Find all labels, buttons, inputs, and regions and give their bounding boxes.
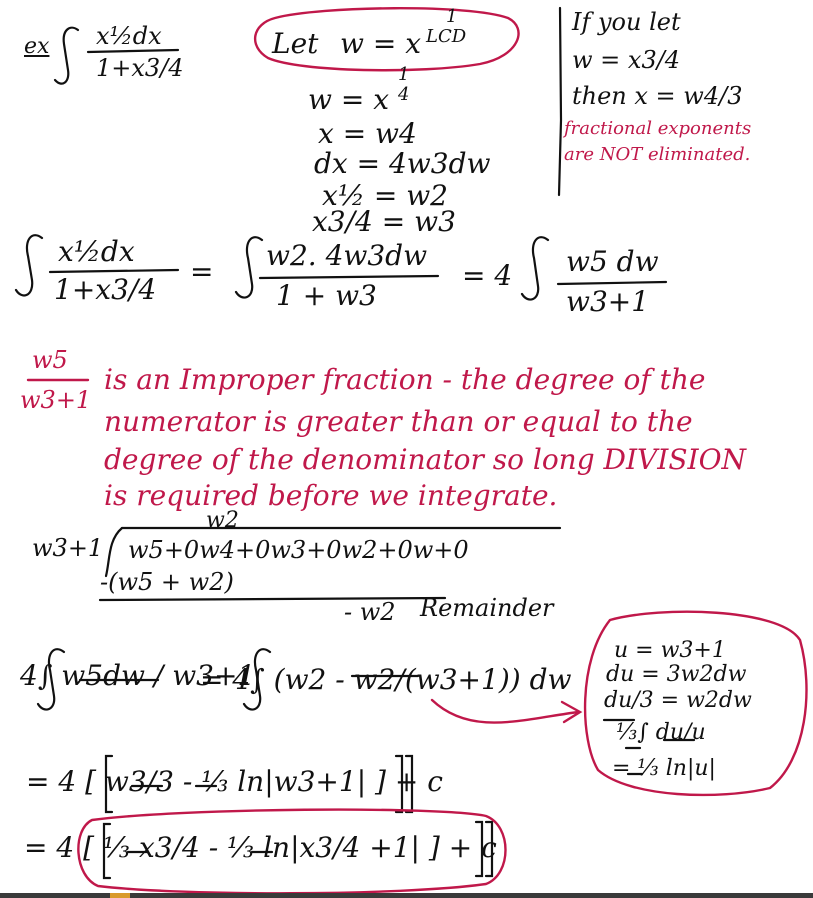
final-answer: = 4 [ ⅓ x3/4 - ⅓ ln|x3/4 +1| ] + c bbox=[24, 831, 497, 864]
usub-line1: u = w3+1 bbox=[614, 638, 726, 663]
integration-line1-lhs: 4∫ w5dw / w3+1 bbox=[20, 659, 256, 692]
explanation-line1: is an Improper fraction - the degree of the bbox=[104, 363, 706, 396]
side-note-warning-2: are NOT eliminated. bbox=[564, 144, 751, 165]
explanation-line2: numerator is greater than or equal to the bbox=[104, 405, 693, 438]
rewrite-rhs-denominator: w3+1 bbox=[566, 285, 650, 318]
step-w-equals: w = x bbox=[308, 83, 390, 116]
rewrite-equals-1: = bbox=[190, 255, 214, 288]
example-denominator: 1+x3/4 bbox=[96, 54, 184, 82]
divider-line bbox=[559, 8, 561, 195]
bottom-strip bbox=[0, 893, 813, 898]
integral-sign bbox=[522, 237, 548, 299]
example-label: ex bbox=[24, 34, 50, 59]
rewrite-equals-2: = 4 bbox=[462, 259, 513, 292]
integral-sign bbox=[55, 28, 78, 84]
improper-fraction-numerator: w5 bbox=[32, 346, 68, 374]
division-dividend: w5+0w4+0w3+0w2+0w+0 bbox=[128, 536, 469, 564]
lcd-label: LCD bbox=[426, 26, 467, 47]
let-expression: w = x bbox=[340, 27, 422, 60]
usub-line5: = ⅓ ln|u| bbox=[612, 756, 716, 781]
usub-line2: du = 3w2dw bbox=[606, 662, 747, 687]
explanation-line3: degree of the denominator so long DIVISION bbox=[104, 443, 747, 476]
rewrite-lhs-denominator: 1+x3/4 bbox=[54, 273, 157, 306]
side-note-line2: w = x3/4 bbox=[572, 46, 681, 74]
rewrite-mid-denominator: 1 + w3 bbox=[276, 279, 377, 312]
side-note-warning-1: fractional exponents bbox=[564, 118, 752, 139]
side-note-line1: If you let bbox=[572, 8, 681, 36]
explanation-line4: is required before we integrate. bbox=[104, 479, 558, 512]
rewrite-mid-numerator: w2. 4w3dw bbox=[266, 239, 428, 272]
integration-line1-rhs: = 4∫ (w2 - w2/(w3+1)) dw bbox=[200, 663, 572, 696]
step-dx-equals: dx = 4w3dw bbox=[314, 147, 491, 180]
fraction-bar bbox=[88, 50, 178, 52]
bottom-strip-tab bbox=[110, 893, 130, 898]
integral-sign bbox=[236, 237, 262, 297]
usub-line3: du/3 = w2dw bbox=[604, 688, 752, 713]
arrow-to-usub bbox=[432, 700, 578, 723]
integral-sign bbox=[16, 235, 42, 295]
division-subtract: -(w5 + w2) bbox=[100, 568, 234, 596]
integration-line2: = 4 [ w3/3 - ⅓ ln|w3+1| ] + c bbox=[26, 765, 443, 798]
lcd-exponent: 1 bbox=[446, 6, 458, 27]
step-x-three-quarters: x3/4 = w3 bbox=[312, 205, 456, 238]
division-divisor: w3+1 bbox=[32, 534, 104, 562]
rewrite-rhs-numerator: w5 dw bbox=[566, 245, 659, 278]
division-remainder: - w2 bbox=[344, 598, 396, 626]
fraction-bar bbox=[558, 282, 666, 284]
usub-line4: ⅓∫ du/u bbox=[616, 720, 706, 745]
step-x-equals: x = w4 bbox=[318, 117, 417, 150]
rewrite-lhs-numerator: x½dx bbox=[58, 235, 135, 268]
example-numerator: x½dx bbox=[96, 22, 162, 50]
fraction-bar bbox=[260, 276, 438, 278]
remainder-label: Remainder bbox=[420, 594, 554, 622]
quarter-exponent-den: 4 bbox=[398, 84, 410, 105]
step-x-half: x½ = w2 bbox=[322, 179, 448, 212]
side-note-line3: then x = w4/3 bbox=[572, 82, 743, 110]
division-quotient: w2 bbox=[206, 508, 239, 533]
fraction-bar bbox=[50, 270, 178, 272]
improper-fraction-denominator: w3+1 bbox=[20, 386, 92, 414]
quarter-exponent-num: 1 bbox=[398, 64, 410, 85]
let-label: Let bbox=[272, 27, 319, 60]
